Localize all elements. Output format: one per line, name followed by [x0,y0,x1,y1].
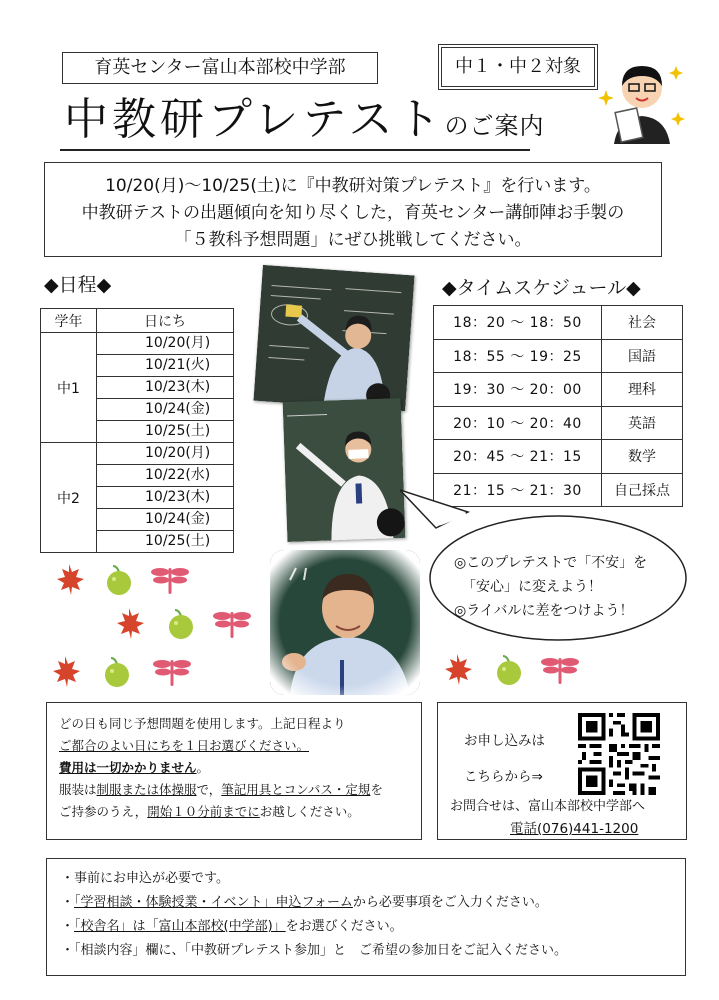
schedule-table [40,308,234,553]
step-line [61,915,671,939]
date-cell: 10/25(土) [97,421,234,443]
schedule-heading: ◆日程◆ [44,274,112,296]
step-text: ・ [61,919,75,934]
time-cell: 20：10 ～ 20：40 [434,406,602,440]
intro-line: 「５教科予想問題」にぜひ挑戦してください。 [174,230,532,250]
date-cell: 10/21(火) [97,355,234,377]
subject-cell: 数学 [602,440,683,474]
bubble-line: ◎このプレテストで「不安」を [454,555,648,571]
date-cell: 10/25(土) [97,531,234,553]
note-line [59,757,409,779]
title-underline [60,149,530,151]
form-link[interactable]: 「学習相談・体験授業・イベント」申込フォーム [74,895,353,910]
step-text: ・ [61,895,75,910]
step-line [61,891,671,915]
note-text: 。 [196,760,210,775]
grade-cell: 中2 [41,443,97,553]
note-text: 開始１０分前までに [147,804,260,819]
note-text: 服装は [59,782,97,797]
subject-cell: 国語 [602,339,683,373]
title-suffix: のご案内 [444,112,545,140]
apple-icon [494,654,524,686]
dragonfly-icon [212,606,252,640]
step-line: ・事前にお申込が必要です。 [61,871,229,886]
target-grade-badge: 中１・中２対象 [438,44,598,90]
time-cell: 18：55 ～ 19：25 [434,339,602,373]
step-line: ・「相談内容」欄に、「中教研プレテスト参加」と ご希望の参加日をご記入ください。 [61,943,567,958]
intro-box [44,162,662,257]
note-text: を [370,782,383,797]
phone-number-link[interactable]: 電話(076)441-1200 [510,821,639,837]
application-steps-box [46,858,686,976]
time-cell: 21：15 ～ 21：30 [434,473,602,507]
fee-note: 費用は一切かかりません [59,760,197,775]
date-cell: 10/23(木) [97,377,234,399]
dragonfly-icon [150,562,190,596]
time-cell: 19：30 ～ 20：00 [434,373,602,407]
note-line [59,801,409,823]
subject-cell: 社会 [602,306,683,340]
maple-leaf-icon [52,562,86,596]
step-text: 「校舎名」は「富山本部校(中学部)」 [74,919,286,934]
date-cell: 10/24(金) [97,509,234,531]
note-text: 筆記用具とコンパス・定規 [221,782,371,797]
maple-leaf-icon [112,606,146,640]
qr-code[interactable] [578,713,660,795]
date-cell: 10/20(月) [97,443,234,465]
col-header-date: 日にち [97,309,234,333]
dragonfly-icon [540,652,580,686]
intro-line: 10/20(月)～10/25(土)に『中教研対策プレテスト』を行います。 [105,176,601,196]
timetable [433,305,683,507]
col-header-grade: 学年 [41,309,97,333]
note-text: で， [196,782,222,797]
date-cell: 10/22(水) [97,465,234,487]
bubble-line: ◎ライバルに差をつけよう！ [454,603,634,619]
apple-icon [104,564,134,596]
note-text: ご持参のうえ， [59,804,148,819]
step-text: から必要事項をご入力ください。 [352,895,548,910]
apply-label: お申し込みは [464,733,545,749]
maple-leaf-icon [48,654,82,688]
subject-cell: 理科 [602,373,683,407]
apply-arrow-label: こちらから⇒ [464,769,543,785]
note-line [59,779,409,801]
note-text: お越しください。 [259,804,360,819]
notes-box [46,702,422,840]
teacher-photo [270,550,420,695]
inquiry-label: お問合せは、富山本部校中学部へ [450,799,646,814]
classroom-photo [253,265,414,411]
intro-line: 中教研テストの出題傾向を知り尽くした，育英センター講師陣お手製の [81,203,625,223]
date-cell: 10/23(木) [97,487,234,509]
contact-box [437,702,687,840]
grade-cell: 中1 [41,333,97,443]
apple-icon [166,608,196,640]
dragonfly-icon [152,654,192,688]
title-main: 中教研プレテスト [64,94,445,145]
note-line: どの日も同じ予想問題を使用します。上記日程より [59,716,346,731]
note-text: 制服または体操服 [96,782,197,797]
subject-cell: 自己採点 [602,473,683,507]
bubble-line: 「安心」に変えよう！ [462,579,602,595]
timetable-heading: ◆タイムスケジュール◆ [442,277,641,299]
classroom-photo [283,398,406,542]
apple-icon [102,656,132,688]
time-cell: 20：45 ～ 21：15 [434,440,602,474]
teacher-illustration [598,52,686,144]
date-cell: 10/24(金) [97,399,234,421]
time-cell: 18：20 ～ 18：50 [434,306,602,340]
note-line: ご都合のよい日にちを１日お選びください。 [59,738,310,753]
date-cell: 10/20(月) [97,333,234,355]
step-text: をお選びください。 [285,919,403,934]
page-title [64,92,544,154]
maple-leaf-icon [440,652,474,686]
school-name-label: 育英センター富山本部校中学部 [62,52,378,84]
subject-cell: 英語 [602,406,683,440]
